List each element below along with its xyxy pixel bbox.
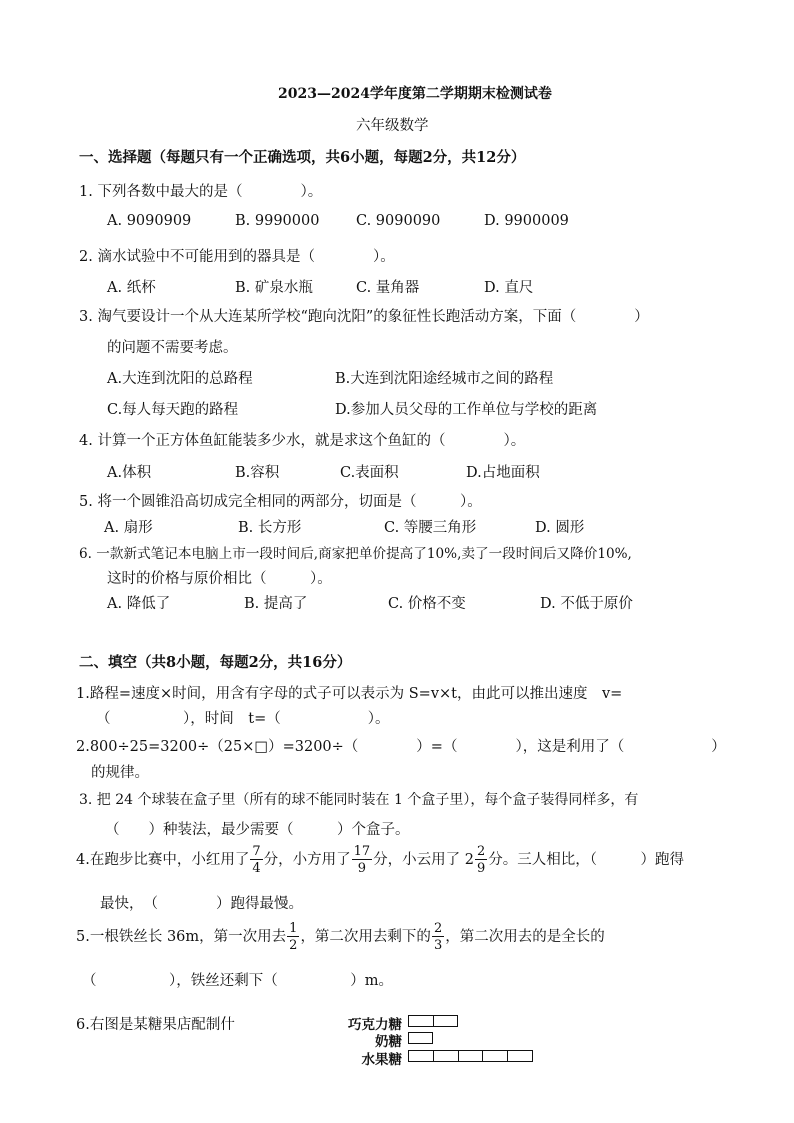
- fraction-17-9: $\frac{17}{9}$: [353, 844, 371, 876]
- candy-label: 巧克力糖: [348, 1017, 402, 1033]
- q2-4-line2: 最快， （ ）跑得最慢。: [100, 896, 303, 912]
- q1-2-option-a: A. 纸杯: [107, 280, 156, 296]
- candy-label: 奶糖: [375, 1034, 402, 1050]
- q1-5-option-c: C. 等腰三角形: [384, 520, 477, 536]
- q1-6-option-d: D. 不低于原价: [540, 596, 633, 612]
- q1-5-option-d: D. 圆形: [535, 520, 585, 536]
- candy-bar-unit: [434, 1051, 459, 1061]
- candy-bar-unit: [409, 1016, 434, 1026]
- q1-6-stem: 6. 一款新式笔记本电脑上市一段时间后,商家把单价提高了10%,卖了一段时间后又降价10%,: [79, 546, 632, 562]
- q1-2-option-b: B. 矿泉水瓶: [235, 280, 313, 296]
- q1-1-stem: 1. 下列各数中最大的是（ ）。: [79, 184, 323, 200]
- fraction-7-4: $\frac{7}{4}$: [252, 844, 261, 876]
- q1-1-option-a: A. 9090909: [107, 213, 192, 229]
- q1-5-option-a: A. 扇形: [104, 520, 153, 536]
- q1-4-option-c: C.表面积: [340, 465, 399, 481]
- q1-6-option-c: C. 价格不变: [388, 596, 466, 612]
- exam-subtitle: 六年级数学: [356, 118, 429, 134]
- q2-5-line2: （ ），铁丝还剩下（ ）m。: [82, 973, 393, 989]
- q1-6-option-b: B. 提高了: [244, 596, 308, 612]
- section1-heading: 一、选择题（每题只有一个正确选项，共6小题，每题2分，共12分）: [79, 149, 526, 166]
- q1-2-option-c: C. 量角器: [356, 280, 420, 296]
- q2-1-line1: 1.路程=速度×时间，用含有字母的式子可以表示为 S=v×t，由此可以推出速度 v=: [76, 686, 623, 702]
- candy-bar-unit: [459, 1051, 484, 1061]
- q1-4-option-b: B.容积: [235, 465, 280, 481]
- candy-bar: [408, 1032, 433, 1044]
- q2-1-line2: （ ），时间 t=（ ）。: [96, 711, 390, 727]
- q1-4-stem: 4. 计算一个正方体鱼缸能装多少水，就是求这个鱼缸的（ ）。: [79, 433, 526, 449]
- candy-bar-unit: [508, 1051, 532, 1061]
- q2-3-line2: （ ）种装法，最少需要（ ）个盒子。: [105, 822, 410, 838]
- q1-2-stem: 2. 滴水试验中不可能用到的器具是（ ）。: [79, 249, 395, 265]
- candy-bar: [408, 1015, 458, 1027]
- candy-label: 水果糖: [361, 1052, 402, 1068]
- q2-5-line1: 5.一根铁丝长 36m，第一次用去 $\frac{1}{2}$ ，第二次用去剩下的 $\frac{2}{3}$ ，第二次用去的是全长的: [76, 921, 605, 953]
- q2-6-text: 6.右图是某糖果店配制什: [76, 1017, 235, 1033]
- q1-5-option-b: B. 长方形: [238, 520, 302, 536]
- candy-bar-unit: [409, 1051, 434, 1061]
- q1-3-stem-cont: 的问题不需要考虑。: [107, 340, 238, 356]
- q1-1-option-b: B. 9990000: [235, 213, 320, 229]
- q1-3-option-c: C.每人每天跑的路程: [107, 402, 239, 418]
- q1-1-option-d: D. 9900009: [484, 213, 569, 229]
- q1-3-stem: 3. 淘气要设计一个从大连某所学校“跑向沈阳”的象征性长跑活动方案，下面（ ）: [79, 309, 649, 325]
- candy-bar-unit: [483, 1051, 508, 1061]
- q1-2-option-d: D. 直尺: [484, 280, 534, 296]
- q2-2-line1: 2.800÷25=3200÷（25×□）=3200÷（ ）=（ ），这是利用了（ ）: [76, 739, 726, 755]
- q1-4-option-a: A.体积: [107, 465, 152, 481]
- fraction-1-2: $\frac{1}{2}$: [289, 921, 298, 953]
- fraction-2-3: $\frac{2}{3}$: [433, 921, 443, 953]
- q1-3-option-a: A.大连到沈阳的总路程: [107, 371, 253, 387]
- q1-1-option-c: C. 9090090: [356, 213, 441, 229]
- q2-3-line1: 3. 把 24 个球装在盒子里（所有的球不能同时装在 1 个盒子里），每个盒子装得同样多，有: [79, 792, 639, 808]
- fraction-2-9: $\frac{2}{9}$: [477, 844, 486, 876]
- exam-title: 2023—2024学年度第二学期期末检测试卷: [278, 86, 552, 102]
- section2-heading: 二、填空（共8小题，每题2分，共16分）: [79, 654, 352, 671]
- q1-3-option-b: B.大连到沈阳途经城市之间的路程: [335, 371, 554, 387]
- q1-6-option-a: A. 降低了: [107, 596, 171, 612]
- q2-4-line1: 4.在跑步比赛中，小红用了 $\frac{7}{4}$ 分，小方用了 $\frac{17}{9}$ 分，小云用了 2 $\frac{2}{9}$ 分。三人相比，（ ）跑得: [76, 844, 685, 876]
- candy-bar: [408, 1050, 533, 1062]
- q1-5-stem: 5. 将一个圆锥沿高切成完全相同的两部分，切面是（ ）。: [79, 494, 482, 510]
- q2-2-line2: 的规律。: [91, 765, 149, 781]
- q1-3-option-d: D.参加人员父母的工作单位与学校的距离: [335, 402, 598, 418]
- candy-bar-unit: [434, 1016, 458, 1026]
- q1-4-option-d: D.占地面积: [466, 465, 540, 481]
- candy-bar-unit: [409, 1033, 432, 1043]
- q1-6-stem-cont: 这时的价格与原价相比（ ）。: [107, 571, 332, 587]
